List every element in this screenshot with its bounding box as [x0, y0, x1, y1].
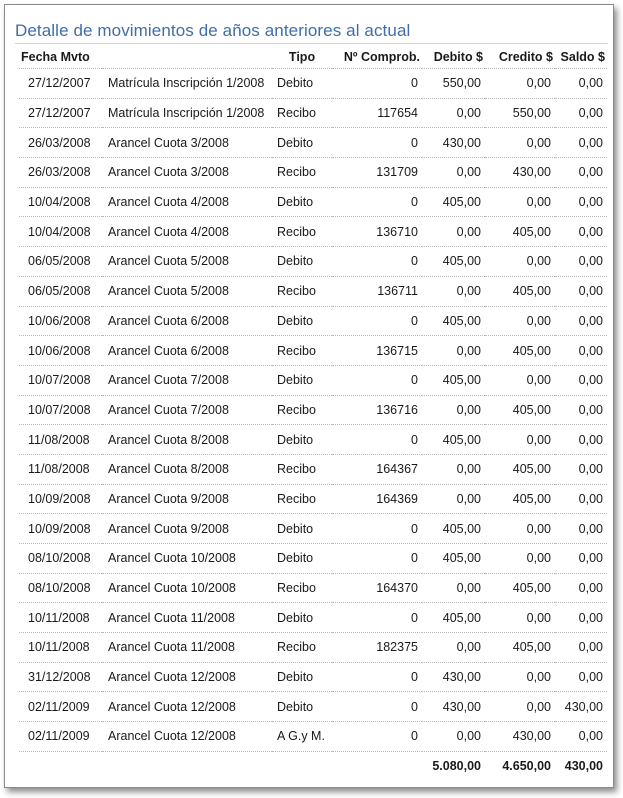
cell-comprobante: 0 — [332, 247, 422, 277]
cell-credito: 0,00 — [485, 247, 555, 277]
cell-debito: 0,00 — [422, 98, 485, 128]
cell-saldo: 0,00 — [555, 425, 607, 455]
cell-comprobante: 0 — [332, 722, 422, 752]
cell-concepto: Arancel Cuota 12/2008 — [102, 722, 272, 752]
totals-spacer — [272, 751, 332, 780]
cell-credito: 405,00 — [485, 276, 555, 306]
table-header-row — [19, 46, 607, 69]
cell-credito: 0,00 — [485, 187, 555, 217]
cell-tipo: Debito — [272, 306, 332, 336]
cell-fecha: 27/12/2007 — [19, 69, 102, 99]
cell-tipo: Recibo — [272, 158, 332, 188]
cell-credito: 0,00 — [485, 306, 555, 336]
cell-comprobante: 0 — [332, 662, 422, 692]
cell-comprobante: 0 — [332, 603, 422, 633]
cell-comprobante: 164367 — [332, 454, 422, 484]
cell-debito: 405,00 — [422, 247, 485, 277]
cell-credito: 405,00 — [485, 484, 555, 514]
totals-spacer — [19, 751, 102, 780]
cell-credito: 550,00 — [485, 98, 555, 128]
cell-fecha: 10/07/2008 — [19, 395, 102, 425]
cell-fecha: 08/10/2008 — [19, 573, 102, 603]
cell-comprobante: 0 — [332, 365, 422, 395]
cell-concepto: Arancel Cuota 7/2008 — [102, 365, 272, 395]
cell-tipo: Recibo — [272, 395, 332, 425]
cell-credito: 405,00 — [485, 573, 555, 603]
cell-fecha: 10/09/2008 — [19, 514, 102, 544]
totals-spacer — [102, 751, 272, 780]
cell-concepto: Arancel Cuota 12/2008 — [102, 662, 272, 692]
movements-panel — [4, 4, 614, 788]
table-row — [19, 573, 607, 603]
cell-tipo: Recibo — [272, 98, 332, 128]
cell-debito: 405,00 — [422, 514, 485, 544]
cell-saldo: 0,00 — [555, 276, 607, 306]
cell-saldo: 0,00 — [555, 514, 607, 544]
table-row — [19, 276, 607, 306]
table-row — [19, 544, 607, 574]
cell-debito: 0,00 — [422, 484, 485, 514]
cell-credito: 405,00 — [485, 336, 555, 366]
table-row — [19, 454, 607, 484]
cell-concepto: Arancel Cuota 9/2008 — [102, 514, 272, 544]
cell-debito: 0,00 — [422, 395, 485, 425]
cell-comprobante: 136715 — [332, 336, 422, 366]
cell-saldo: 0,00 — [555, 187, 607, 217]
cell-tipo: Recibo — [272, 484, 332, 514]
table-row — [19, 365, 607, 395]
cell-credito: 405,00 — [485, 633, 555, 663]
totals-spacer — [332, 751, 422, 780]
cell-debito: 0,00 — [422, 336, 485, 366]
cell-credito: 0,00 — [485, 128, 555, 158]
cell-tipo: Recibo — [272, 454, 332, 484]
cell-concepto: Arancel Cuota 6/2008 — [102, 306, 272, 336]
cell-debito: 550,00 — [422, 69, 485, 99]
cell-debito: 0,00 — [422, 633, 485, 663]
cell-concepto: Arancel Cuota 10/2008 — [102, 544, 272, 574]
cell-comprobante: 131709 — [332, 158, 422, 188]
table-row — [19, 722, 607, 752]
cell-saldo: 0,00 — [555, 662, 607, 692]
cell-credito: 430,00 — [485, 158, 555, 188]
cell-comprobante: 136711 — [332, 276, 422, 306]
cell-credito: 0,00 — [485, 365, 555, 395]
table-row — [19, 306, 607, 336]
cell-comprobante: 0 — [332, 544, 422, 574]
cell-concepto: Arancel Cuota 5/2008 — [102, 276, 272, 306]
table-row — [19, 336, 607, 366]
cell-saldo: 0,00 — [555, 544, 607, 574]
cell-credito: 405,00 — [485, 454, 555, 484]
cell-tipo: Debito — [272, 692, 332, 722]
cell-fecha: 08/10/2008 — [19, 544, 102, 574]
cell-concepto: Arancel Cuota 8/2008 — [102, 425, 272, 455]
cell-tipo: Debito — [272, 514, 332, 544]
cell-debito: 0,00 — [422, 158, 485, 188]
cell-fecha: 10/07/2008 — [19, 365, 102, 395]
cell-debito: 430,00 — [422, 692, 485, 722]
total-saldo: 430,00 — [564, 758, 603, 773]
total-debito: 5.080,00 — [432, 758, 481, 773]
cell-concepto: Arancel Cuota 5/2008 — [102, 247, 272, 277]
cell-comprobante: 0 — [332, 128, 422, 158]
cell-saldo: 0,00 — [555, 247, 607, 277]
cell-comprobante: 0 — [332, 306, 422, 336]
table-row — [19, 425, 607, 455]
cell-saldo: 0,00 — [555, 573, 607, 603]
cell-tipo: Recibo — [272, 573, 332, 603]
cell-credito: 0,00 — [485, 69, 555, 99]
cell-tipo: Debito — [272, 603, 332, 633]
cell-tipo: Recibo — [272, 217, 332, 247]
cell-saldo: 0,00 — [555, 484, 607, 514]
cell-tipo: Debito — [272, 187, 332, 217]
cell-debito: 0,00 — [422, 573, 485, 603]
cell-saldo: 0,00 — [555, 336, 607, 366]
panel-title: Detalle de movimientos de años anteriores al actual — [15, 21, 411, 40]
cell-comprobante: 0 — [332, 187, 422, 217]
table-row — [19, 128, 607, 158]
cell-saldo: 0,00 — [555, 722, 607, 752]
cell-concepto: Arancel Cuota 11/2008 — [102, 603, 272, 633]
cell-fecha: 06/05/2008 — [19, 276, 102, 306]
cell-comprobante: 182375 — [332, 633, 422, 663]
cell-concepto: Arancel Cuota 4/2008 — [102, 217, 272, 247]
cell-debito: 405,00 — [422, 544, 485, 574]
column-header-credito: Credito $ — [498, 50, 553, 64]
cell-tipo: A G.y M. — [272, 722, 332, 752]
cell-fecha: 26/03/2008 — [19, 158, 102, 188]
cell-fecha: 10/04/2008 — [19, 217, 102, 247]
cell-debito: 405,00 — [422, 603, 485, 633]
cell-fecha: 02/11/2009 — [19, 722, 102, 752]
cell-concepto: Arancel Cuota 7/2008 — [102, 395, 272, 425]
total-credito: 4.650,00 — [502, 758, 551, 773]
cell-tipo: Recibo — [272, 633, 332, 663]
table-row — [19, 395, 607, 425]
column-header-debito: Debito $ — [433, 50, 483, 64]
cell-fecha: 10/09/2008 — [19, 484, 102, 514]
cell-debito: 0,00 — [422, 722, 485, 752]
cell-comprobante: 136716 — [332, 395, 422, 425]
cell-saldo: 0,00 — [555, 395, 607, 425]
cell-credito: 430,00 — [485, 722, 555, 752]
cell-credito: 0,00 — [485, 692, 555, 722]
cell-concepto: Matrícula Inscripción 1/2008 — [102, 98, 272, 128]
totals-row — [19, 751, 607, 780]
cell-tipo: Recibo — [272, 336, 332, 366]
cell-credito: 0,00 — [485, 544, 555, 574]
cell-debito: 405,00 — [422, 365, 485, 395]
cell-debito: 0,00 — [422, 454, 485, 484]
cell-tipo: Debito — [272, 247, 332, 277]
column-header-tipo: Tipo — [288, 50, 316, 64]
cell-comprobante: 0 — [332, 692, 422, 722]
cell-debito: 0,00 — [422, 217, 485, 247]
cell-tipo: Debito — [272, 544, 332, 574]
cell-credito: 0,00 — [485, 662, 555, 692]
cell-comprobante: 164370 — [332, 573, 422, 603]
table-row — [19, 692, 607, 722]
cell-tipo: Debito — [272, 662, 332, 692]
table-row — [19, 484, 607, 514]
cell-credito: 0,00 — [485, 425, 555, 455]
cell-comprobante: 117654 — [332, 98, 422, 128]
cell-fecha: 10/11/2008 — [19, 603, 102, 633]
cell-saldo: 0,00 — [555, 158, 607, 188]
cell-fecha: 31/12/2008 — [19, 662, 102, 692]
cell-concepto: Arancel Cuota 9/2008 — [102, 484, 272, 514]
cell-saldo: 0,00 — [555, 603, 607, 633]
column-header-saldo: Saldo $ — [560, 50, 605, 64]
cell-fecha: 10/06/2008 — [19, 306, 102, 336]
cell-debito: 430,00 — [422, 662, 485, 692]
cell-fecha: 27/12/2007 — [19, 98, 102, 128]
cell-saldo: 0,00 — [555, 98, 607, 128]
table-row — [19, 662, 607, 692]
cell-saldo: 0,00 — [555, 306, 607, 336]
table-row — [19, 98, 607, 128]
cell-fecha: 02/11/2009 — [19, 692, 102, 722]
cell-comprobante: 164369 — [332, 484, 422, 514]
cell-fecha: 10/04/2008 — [19, 187, 102, 217]
cell-concepto: Arancel Cuota 12/2008 — [102, 692, 272, 722]
cell-fecha: 11/08/2008 — [19, 425, 102, 455]
table-row — [19, 158, 607, 188]
cell-concepto: Arancel Cuota 6/2008 — [102, 336, 272, 366]
cell-credito: 0,00 — [485, 603, 555, 633]
table-row — [19, 69, 607, 99]
movements-table — [19, 46, 607, 780]
table-row — [19, 514, 607, 544]
cell-credito: 405,00 — [485, 395, 555, 425]
column-header-comprobante: Nº Comprob. — [343, 50, 420, 64]
cell-concepto: Arancel Cuota 3/2008 — [102, 128, 272, 158]
cell-concepto: Arancel Cuota 8/2008 — [102, 454, 272, 484]
cell-concepto: Arancel Cuota 10/2008 — [102, 573, 272, 603]
cell-credito: 0,00 — [485, 514, 555, 544]
cell-concepto: Arancel Cuota 11/2008 — [102, 633, 272, 663]
cell-fecha: 06/05/2008 — [19, 247, 102, 277]
cell-credito: 405,00 — [485, 217, 555, 247]
cell-tipo: Debito — [272, 128, 332, 158]
cell-concepto: Arancel Cuota 3/2008 — [102, 158, 272, 188]
cell-comprobante: 136710 — [332, 217, 422, 247]
table-row — [19, 633, 607, 663]
cell-saldo: 0,00 — [555, 217, 607, 247]
table-row — [19, 187, 607, 217]
cell-fecha: 10/11/2008 — [19, 633, 102, 663]
cell-fecha: 10/06/2008 — [19, 336, 102, 366]
cell-tipo: Debito — [272, 69, 332, 99]
cell-comprobante: 0 — [332, 514, 422, 544]
cell-saldo: 0,00 — [555, 633, 607, 663]
cell-debito: 405,00 — [422, 425, 485, 455]
table-row — [19, 217, 607, 247]
cell-debito: 405,00 — [422, 187, 485, 217]
cell-fecha: 11/08/2008 — [19, 454, 102, 484]
cell-comprobante: 0 — [332, 425, 422, 455]
table-row — [19, 247, 607, 277]
cell-debito: 405,00 — [422, 306, 485, 336]
cell-concepto: Matrícula Inscripción 1/2008 — [102, 69, 272, 99]
column-header-concepto — [102, 46, 272, 69]
cell-debito: 430,00 — [422, 128, 485, 158]
cell-saldo: 0,00 — [555, 69, 607, 99]
column-header-fecha: Fecha Mvto — [21, 50, 90, 64]
cell-saldo: 430,00 — [555, 692, 607, 722]
cell-tipo: Debito — [272, 425, 332, 455]
cell-saldo: 0,00 — [555, 128, 607, 158]
cell-concepto: Arancel Cuota 4/2008 — [102, 187, 272, 217]
cell-saldo: 0,00 — [555, 365, 607, 395]
cell-tipo: Recibo — [272, 276, 332, 306]
title-divider — [15, 43, 608, 44]
table-row — [19, 603, 607, 633]
cell-saldo: 0,00 — [555, 454, 607, 484]
cell-tipo: Debito — [272, 365, 332, 395]
cell-fecha: 26/03/2008 — [19, 128, 102, 158]
cell-debito: 0,00 — [422, 276, 485, 306]
cell-comprobante: 0 — [332, 69, 422, 99]
table-body — [19, 69, 607, 752]
